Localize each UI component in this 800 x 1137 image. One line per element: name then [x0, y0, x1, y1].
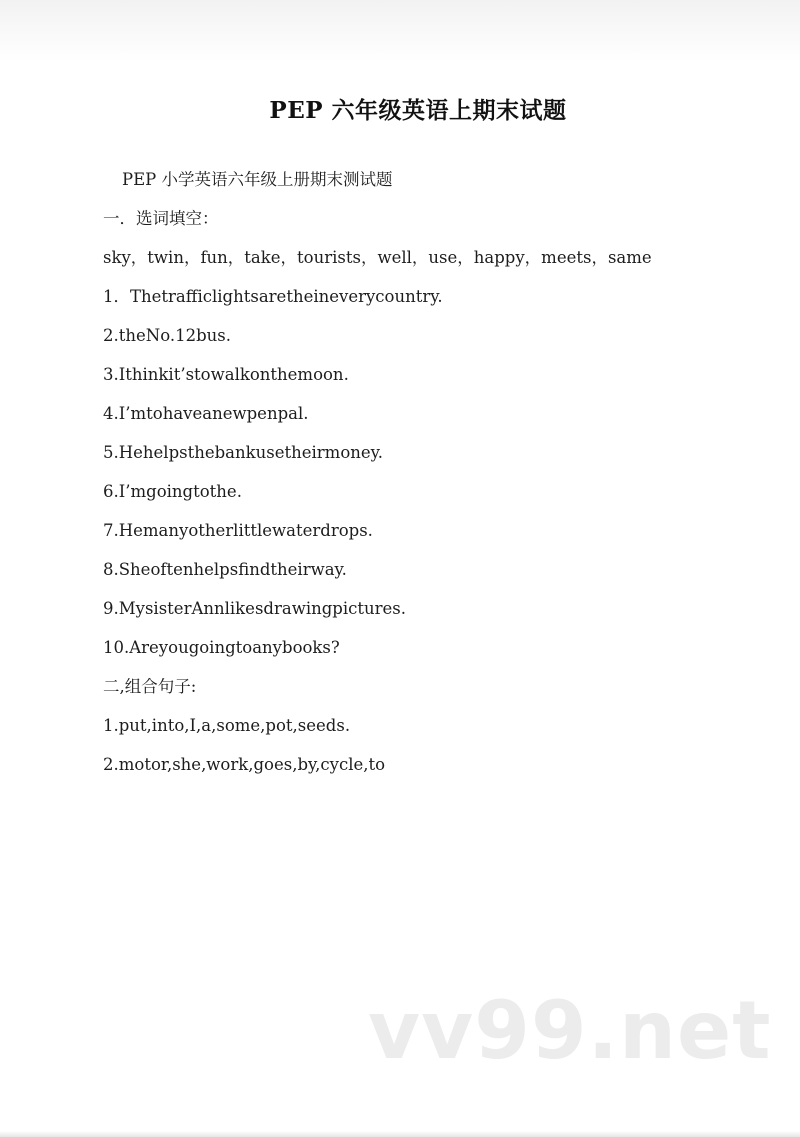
question-10: 10.Areyougoingtoanybooks? — [103, 638, 340, 657]
section2-heading: 二,组合句子: — [103, 677, 197, 696]
sentence-2: 2.motor,she,work,goes,by,cycle,to — [103, 755, 386, 774]
page-title: PEP 六年级英语上期末试题 — [269, 97, 567, 124]
watermark: vv99.net — [368, 984, 772, 1077]
question-9: 9.MysisterAnnlikesdrawingpictures. — [103, 599, 406, 618]
question-3: 3.Ithinkit’stowalkonthemoon. — [103, 365, 349, 384]
question-5: 5.Hehelpsthebankusetheirmoney. — [103, 443, 384, 462]
word-bank: sky，twin，fun，take，tourists，well，use，happy，meets，same — [103, 248, 652, 267]
question-7: 7.Hemanyotherlittlewaterdrops. — [103, 521, 373, 540]
question-4: 4.I’mtohaveanewpenpal. — [103, 404, 309, 423]
section1-heading: 一．选词填空： — [103, 209, 219, 228]
question-1: 1．Thetrafficlightsaretheineverycountry. — [103, 287, 443, 306]
question-2: 2.theNo.12bus. — [103, 326, 231, 345]
question-8: 8.Sheoftenhelpsfindtheirway. — [103, 560, 347, 579]
question-6: 6.I’mgoingtothe. — [103, 482, 242, 501]
exam-subtitle: PEP 小学英语六年级上册期末测试题 — [122, 170, 393, 189]
page-bottom-edge — [0, 1131, 800, 1137]
sentence-1: 1.put,into,I,a,some,pot,seeds. — [103, 716, 351, 735]
